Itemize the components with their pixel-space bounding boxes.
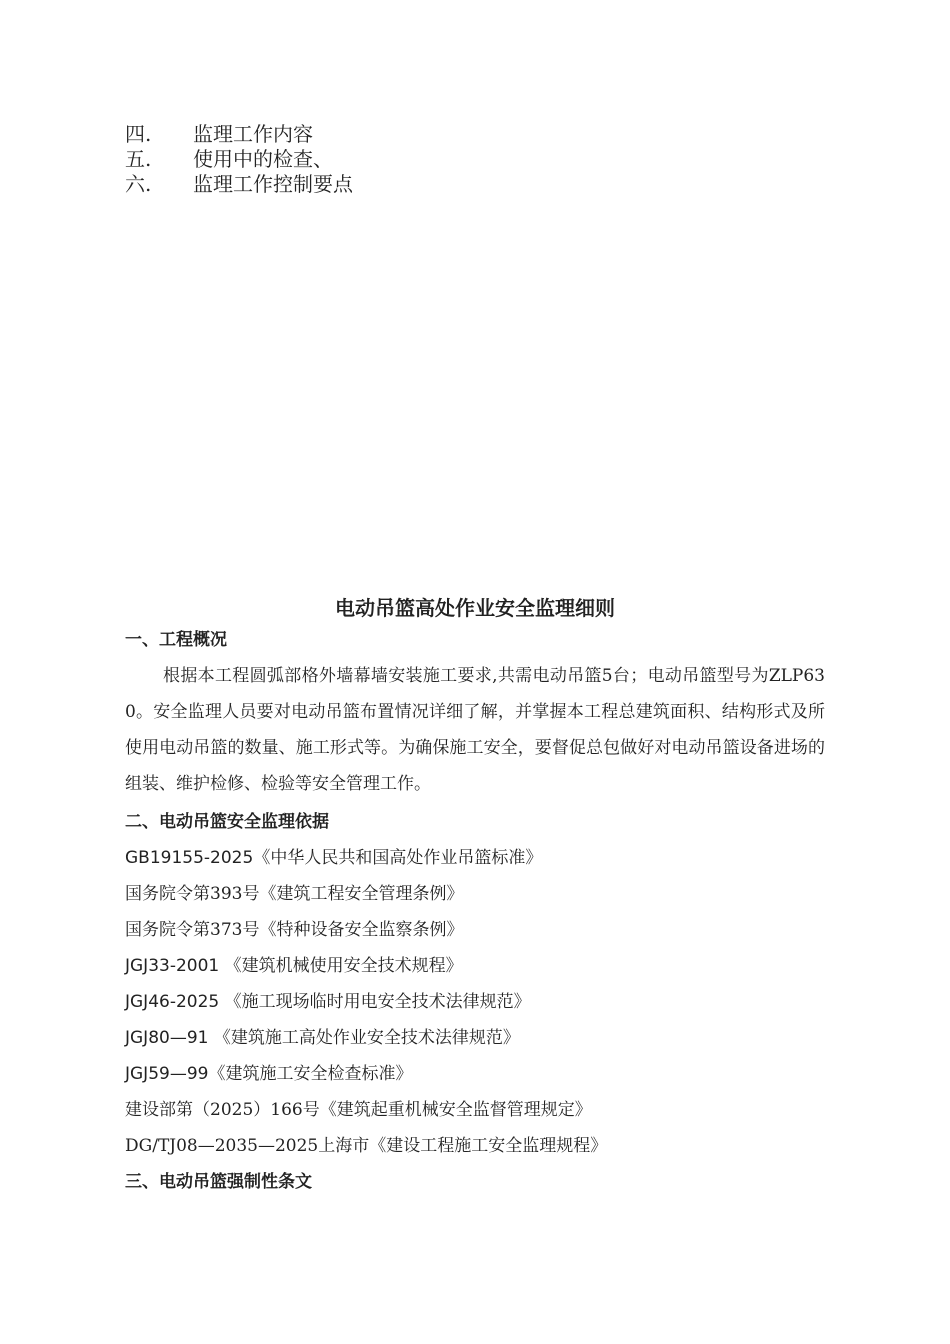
section-heading-mandatory: 三、电动吊篮强制性条文 <box>125 1172 312 1192</box>
toc-item-4 <box>125 122 353 147</box>
document-title: 电动吊篮高处作业安全监理细则 <box>335 596 615 620</box>
reference-code: DG/TJ08—2035—2025上海市 <box>125 1136 370 1156</box>
section-heading-overview: 一、工程概况 <box>125 630 227 650</box>
reference-item <box>125 876 825 912</box>
reference-title: 《中华人民共和国高处作业吊篮标准》 <box>253 848 543 868</box>
section-heading-basis: 二、电动吊篮安全监理依据 <box>125 812 329 832</box>
reference-title: 《建筑施工安全检查标准》 <box>208 1064 413 1084</box>
reference-title: 《建筑机械使用安全技术规程》 <box>219 956 463 976</box>
toc-item-number: 五. <box>125 147 152 171</box>
toc-item-label: 监理工作控制要点 <box>193 172 353 196</box>
reference-title: 《建筑起重机械安全监督管理规定》 <box>319 1100 592 1120</box>
document-body <box>125 590 825 1200</box>
reference-item <box>125 912 825 948</box>
reference-item <box>125 1092 825 1128</box>
reference-item <box>125 1128 825 1164</box>
table-of-contents <box>125 122 353 197</box>
reference-item <box>125 1056 825 1092</box>
reference-code: 国务院令第393号 <box>125 884 260 904</box>
toc-item-label: 使用中的检查、 <box>193 147 333 171</box>
reference-title: 《建筑工程安全管理条例》 <box>259 884 464 904</box>
toc-item-number: 四. <box>125 122 152 146</box>
toc-item-5 <box>125 147 353 172</box>
reference-item <box>125 840 825 876</box>
reference-item <box>125 1020 825 1056</box>
reference-code: JGJ46-2025 <box>125 992 220 1012</box>
reference-item <box>125 984 825 1020</box>
reference-code: JGJ33-2001 <box>125 956 220 976</box>
reference-code: GB19155-2025 <box>125 848 254 868</box>
reference-list <box>125 840 825 1164</box>
reference-title: 《建筑施工高处作业安全技术法律规范》 <box>208 1028 520 1048</box>
toc-item-6 <box>125 172 353 197</box>
toc-item-number: 六. <box>125 172 152 196</box>
reference-code: 国务院令第373号 <box>125 920 260 940</box>
reference-title: 《施工现场临时用电安全技术法律规范》 <box>219 992 531 1012</box>
overview-paragraph: 根据本工程圆弧部格外墙幕墙安装施工要求,共需电动吊篮5台；电动吊篮型号为ZLP630。安全监理人员要对电动吊篮布置情况详细了解，并掌握本工程总建筑面积、结构形式及所使用电动吊篮的数量、施工形式等。为确保施工安全，要督促总包做好对电动吊篮设备进场的组装、维护检修、检验等安全管理工作。 <box>125 666 825 794</box>
toc-item-label: 监理工作内容 <box>193 122 313 146</box>
reference-item <box>125 948 825 984</box>
reference-code: JGJ59—99 <box>125 1064 209 1084</box>
reference-title: 《特种设备安全监察条例》 <box>259 920 464 940</box>
reference-code: JGJ80—91 <box>125 1028 209 1048</box>
reference-title: 《建设工程施工安全监理规程》 <box>369 1136 608 1156</box>
reference-code: 建设部第（2025）166号 <box>125 1100 320 1120</box>
